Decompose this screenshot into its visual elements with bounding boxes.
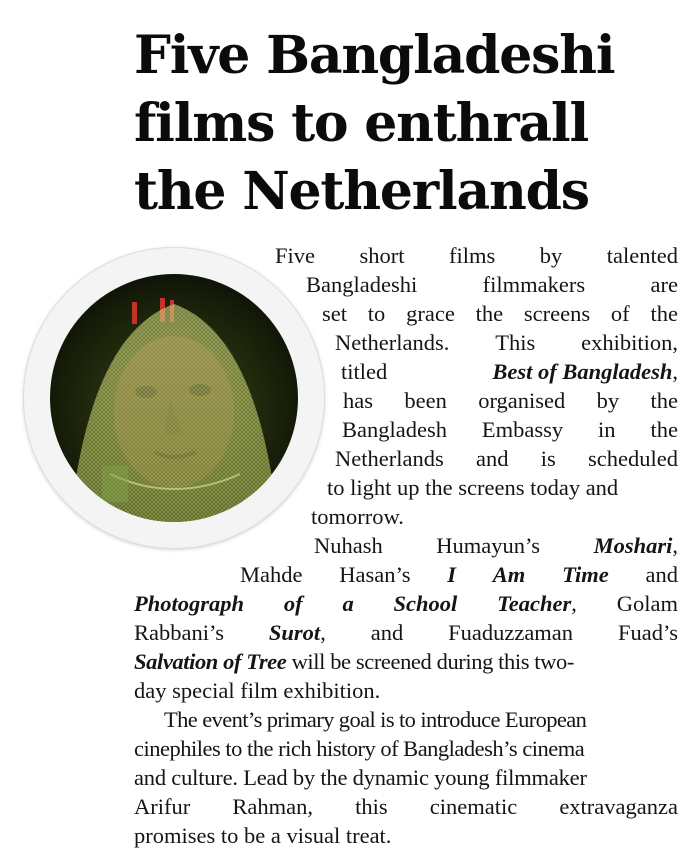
text-line: Arifur Rahman, this cinematic extravaganza: [134, 794, 678, 819]
text-line: cinephiles to the rich history of Bangladesh’s cinema: [134, 736, 585, 761]
text-line: The event’s primary goal is to introduce European: [164, 707, 587, 732]
text-line: day special film exhibition.: [134, 678, 381, 703]
text-line: Rabbani’s Surot, and Fuaduzzaman Fuad’s: [134, 620, 678, 645]
film-title-surot: Surot: [268, 620, 321, 645]
headline: [134, 22, 674, 226]
text-line: Netherlands and is scheduled: [335, 446, 678, 471]
text-line: Mahde Hasan’s I Am Time and: [240, 562, 678, 587]
text-line: Netherlands. This exhibition,: [335, 330, 678, 355]
film-title-salvation-of-tree: Salvation of Tree: [134, 649, 287, 674]
text-line: Salvation of Tree will be screened during this two-: [134, 649, 574, 674]
text-line: Bangladesh Embassy in the: [342, 417, 678, 442]
text-line: Nuhash Humayun’s Moshari,: [314, 533, 678, 558]
text-line: promises to be a visual treat.: [134, 823, 392, 848]
text-line: Photograph of a School Teacher, Golam: [134, 591, 678, 616]
headline-line-1: Five Bangladeshi: [134, 25, 615, 86]
text-line: tomorrow.: [311, 504, 404, 529]
text-line: set to grace the screens of the: [322, 301, 678, 326]
film-title-moshari: Moshari: [593, 533, 673, 558]
text-line: titled Best of Bangladesh,: [341, 359, 678, 384]
headline-line-2: films to enthrall: [134, 93, 588, 154]
text-line: and culture. Lead by the dynamic young filmmaker: [134, 765, 587, 790]
film-still-image: [50, 274, 298, 522]
text-line: Five short films by talented: [275, 243, 678, 268]
text-line: Bangladeshi filmmakers are: [306, 272, 678, 297]
article-photo: [24, 248, 324, 548]
text-line: to light up the screens today and: [327, 475, 619, 500]
text-line: has been organised by the: [343, 388, 678, 413]
film-title-best-of-bangladesh: Best of Bangladesh: [492, 359, 673, 384]
headline-line-3: the Netherlands: [134, 161, 589, 222]
